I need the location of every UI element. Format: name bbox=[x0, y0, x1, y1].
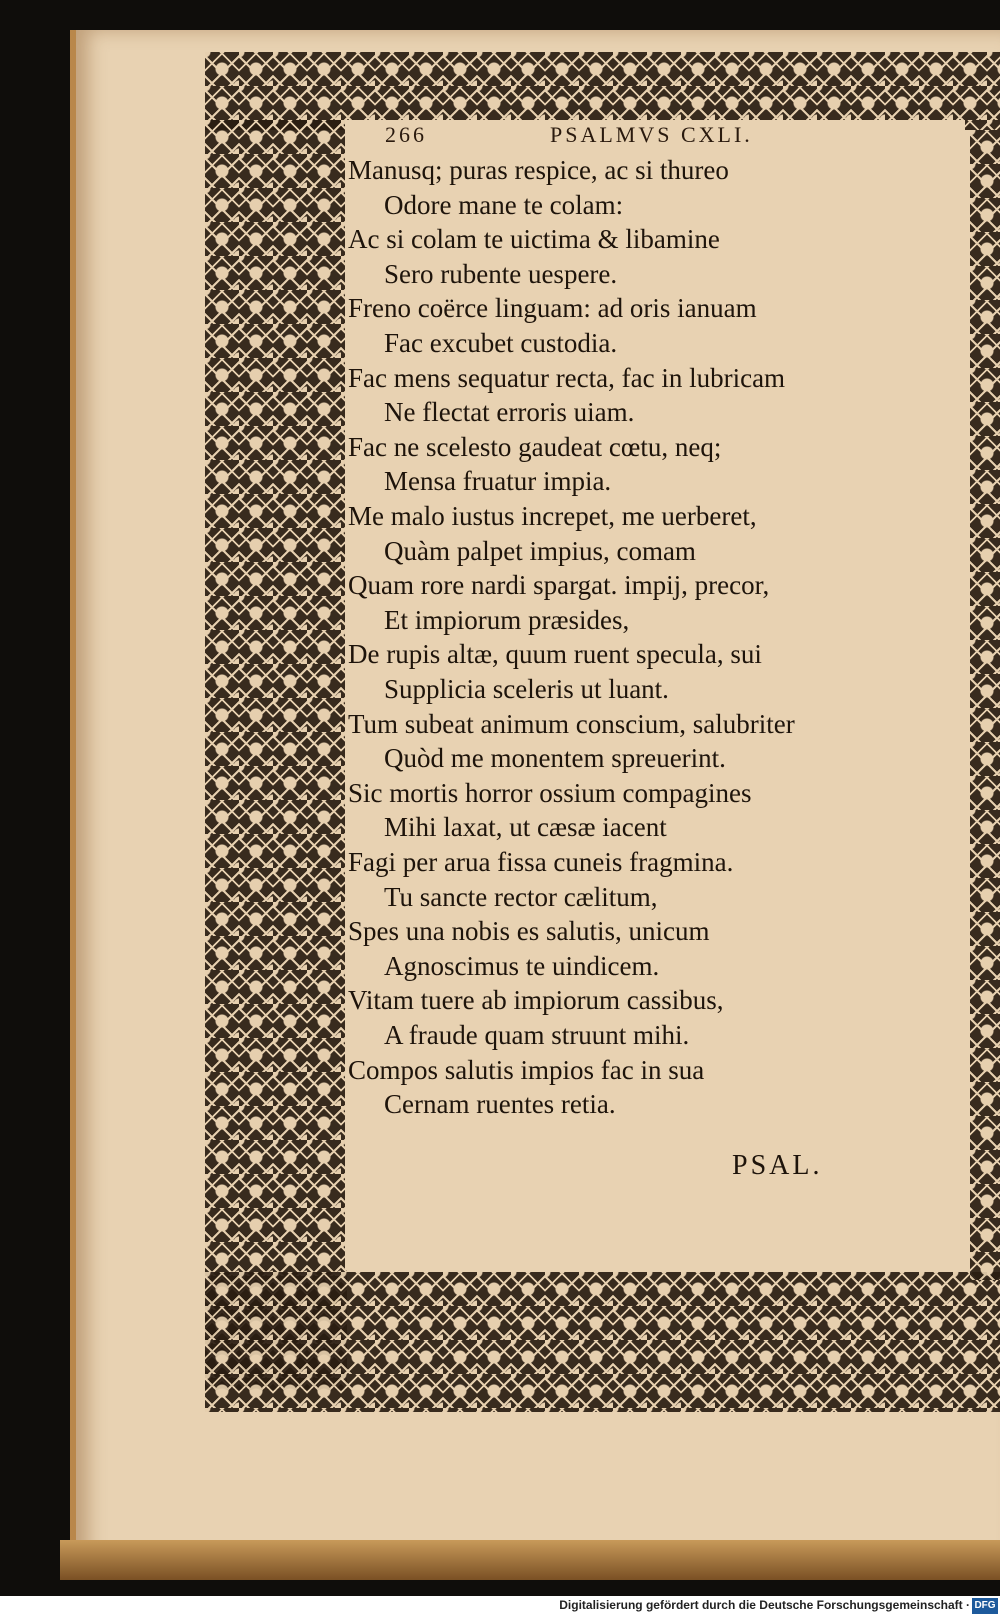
footer-credit: Digitalisierung gefördert durch die Deutsche Forschungsgemeinschaft · bbox=[559, 1598, 970, 1612]
verse-line: Vitam tuere ab impiorum cassibus, bbox=[348, 985, 724, 1016]
verse-line: Fagi per arua fissa cuneis fragmina. bbox=[348, 847, 734, 877]
verse-line: Et impiorum præsides, bbox=[384, 604, 630, 635]
verse-line: Freno coërce linguam: ad oris ianuam bbox=[348, 293, 757, 324]
verse-line: Tu sancte rector cælitum, bbox=[384, 881, 658, 912]
verse-line: Mensa fruatur impia. bbox=[384, 466, 612, 497]
verse-line: Fac ne scelesto gaudeat cœtu, neq; bbox=[348, 431, 722, 462]
verse-line: Tum subeat animum conscium, salubriter bbox=[348, 708, 795, 739]
running-head bbox=[385, 122, 945, 150]
verse-line: Supplicia sceleris ut luant. bbox=[384, 674, 669, 704]
verse-line: Quam rore nardi spargat. impij, precor, bbox=[348, 570, 770, 601]
verse-line: Spes una nobis es salutis, unicum bbox=[348, 916, 710, 947]
verse-line: Mihi laxat, ut cæsæ iacent bbox=[384, 812, 667, 843]
verse-line: Ne flectat erroris uiam. bbox=[384, 397, 635, 428]
verse-line: Fac excubet custodia. bbox=[384, 328, 618, 358]
ornamental-border-left bbox=[205, 120, 347, 1390]
verse-line: Quòd me monentem spreuerint. bbox=[384, 743, 726, 774]
verse-line: Quàm palpet impius, comam bbox=[384, 535, 696, 566]
dfg-logo: DFG bbox=[972, 1598, 998, 1614]
verse-line: Agnoscimus te uindicem. bbox=[384, 950, 660, 981]
verse-line: Compos salutis impios fac in sua bbox=[348, 1054, 705, 1085]
verse-line: Sic mortis horror ossium compagines bbox=[348, 777, 752, 808]
ornamental-border-bottom bbox=[205, 1272, 1000, 1412]
verse-line: Cernam ruentes retia. bbox=[384, 1089, 616, 1120]
verse-line: De rupis altæ, quum ruent specula, sui bbox=[348, 639, 762, 670]
digitization-footer bbox=[0, 1596, 1000, 1617]
page-edge bbox=[60, 1540, 1000, 1580]
running-title: PSALMVS CXLI. bbox=[550, 122, 753, 147]
ornamental-border-top bbox=[205, 52, 1000, 130]
verse-line: Fac mens sequatur recta, fac in lubricam bbox=[348, 362, 786, 393]
verse-line: Ac si colam te uictima & libamine bbox=[348, 224, 720, 255]
verse-line: Me malo iustus increpet, me uerberet, bbox=[348, 501, 757, 531]
catchword: PSAL. bbox=[732, 1150, 823, 1181]
verse-line: A fraude quam struunt mihi. bbox=[384, 1020, 690, 1050]
verse-line: Manusq; puras respice, ac si thureo bbox=[348, 155, 729, 185]
verse-line: Sero rubente uespere. bbox=[384, 258, 618, 289]
verse-line: Odore mane te colam: bbox=[384, 189, 624, 220]
page-number: 266 bbox=[385, 122, 427, 147]
